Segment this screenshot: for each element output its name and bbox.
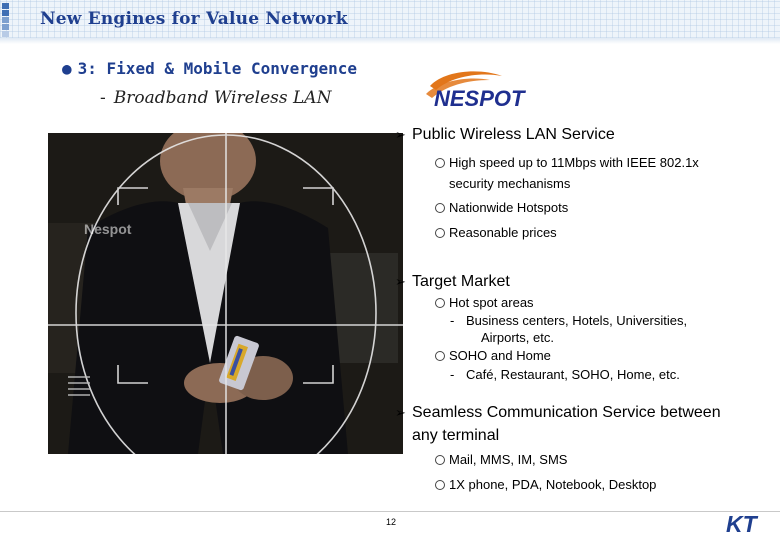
bullet-seamless-communication-continued: any terminal	[412, 427, 500, 444]
photo-watermark: Nespot	[84, 221, 132, 237]
promo-photo	[48, 133, 403, 454]
list-item: High speed up to 11Mbps with IEEE 802.1x	[449, 153, 699, 173]
bullet-public-wlan: ➢ Public Wireless LAN Service	[412, 123, 615, 146]
ring-bullet-icon	[435, 298, 445, 308]
section-heading-text: 3: Fixed & Mobile Convergence	[77, 59, 357, 78]
list-item: SOHO and Home	[449, 346, 551, 366]
arrow-bullet-icon: ➢	[395, 274, 406, 289]
person-with-wlan-card-photo	[48, 133, 403, 454]
ring-bullet-icon	[435, 228, 445, 238]
section-subheading: - Broadband Wireless LAN	[100, 88, 332, 108]
sub-list-item-continued: Airports, etc.	[481, 330, 554, 345]
header-divider	[0, 38, 780, 44]
svg-text:KT: KT	[726, 511, 757, 535]
bullet-seamless-communication: ➢ Seamless Communication Service between	[412, 401, 721, 424]
nespot-logo	[420, 64, 530, 114]
kt-logo	[726, 511, 770, 535]
subheading-text: Broadband Wireless LAN	[113, 88, 332, 108]
slide-title: New Engines for Value Network	[40, 9, 348, 29]
list-item-continued: security mechanisms	[449, 176, 571, 191]
ring-bullet-icon	[435, 203, 445, 213]
list-item: 1X phone, PDA, Notebook, Desktop	[449, 475, 656, 495]
sub-list-item: - Business centers, Hotels, Universities,	[450, 313, 688, 328]
bullet-target-market: ➢ Target Market	[412, 270, 510, 293]
header-band	[0, 0, 780, 38]
arrow-bullet-icon: ➢	[395, 405, 406, 420]
list-item: Hot spot areas	[449, 293, 534, 313]
arrow-bullet-icon: ➢	[395, 127, 406, 142]
bullet-dot-icon: ●	[62, 59, 72, 78]
sub-list-item: - Café, Restaurant, SOHO, Home, etc.	[450, 367, 680, 382]
list-item: Mail, MMS, IM, SMS	[449, 450, 567, 470]
svg-text:NESPOT: NESPOT	[434, 86, 525, 111]
list-item: Reasonable prices	[449, 223, 557, 243]
ring-bullet-icon	[435, 455, 445, 465]
page-number: 12	[386, 517, 397, 527]
section-heading	[62, 59, 357, 78]
ring-bullet-icon	[435, 480, 445, 490]
ring-bullet-icon	[435, 351, 445, 361]
footer-divider	[0, 511, 780, 512]
header-squares-decoration	[2, 3, 14, 38]
ring-bullet-icon	[435, 158, 445, 168]
list-item: Nationwide Hotspots	[449, 198, 568, 218]
